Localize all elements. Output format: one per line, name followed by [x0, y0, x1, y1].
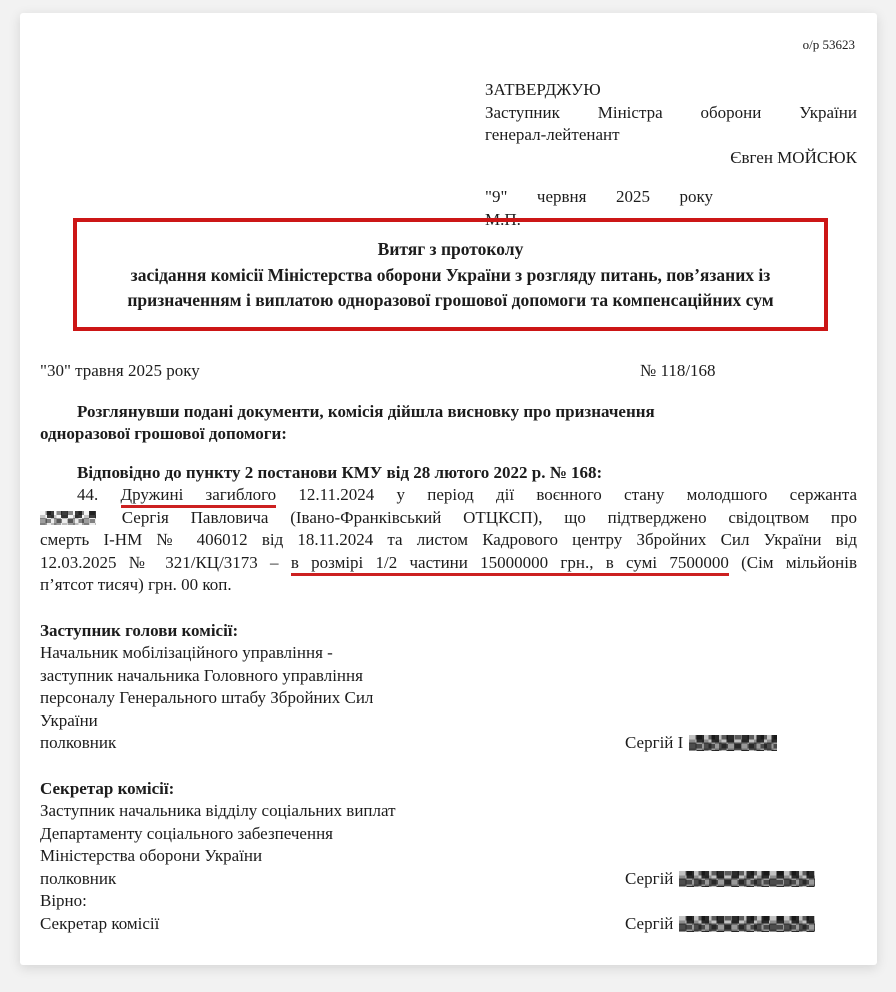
doc-title-line1: Витяг з протоколу — [377, 239, 524, 259]
item44-line2 — [40, 507, 857, 530]
approval-position: Заступник Міністра оборони України — [485, 102, 857, 122]
secretary-label: Секретар комісії — [40, 913, 160, 933]
approval-date: "9" червня 2025 року — [485, 187, 713, 206]
item44-line4 — [40, 552, 857, 575]
doc-title-line3: призначенням і виплатою одноразової грошової допомоги та компенсаційних сум — [127, 290, 774, 310]
sig1-rank-row — [40, 732, 857, 755]
sig2-rank: полковник — [40, 868, 117, 888]
legal-basis-line: Відповідно до пункту 2 постанови КМУ від 28 лютого 2022 р. № 168: — [77, 462, 603, 482]
resolution-paragraph — [40, 401, 857, 446]
redacted-surname-1 — [689, 735, 777, 751]
signature-block-secretary — [40, 778, 857, 936]
approval-name: Євген МОЙСЮК — [730, 147, 857, 167]
sig1-rank: полковник — [40, 733, 117, 752]
sig1-line1: Начальник мобілізаційного управління - — [40, 643, 333, 662]
registration-number: о/р 53623 — [802, 37, 855, 52]
sig1-name — [625, 732, 777, 755]
seal-placeholder: М.П. — [485, 209, 521, 229]
doc-title-line2: засідання комісії Міністерства оборони України з розгляду питань, пов’язаних із — [130, 264, 771, 285]
certified-label: Вірно: — [40, 891, 87, 910]
sig1-heading: Заступник голови комісії: — [40, 620, 239, 640]
document-content — [20, 13, 877, 935]
protocol-number: № 118/168 — [640, 360, 716, 380]
sig2-name-visible: Сергій — [625, 868, 674, 888]
date-number-row — [40, 360, 857, 382]
approval-rank: генерал-лейтенант — [485, 125, 620, 144]
redacted-surname-inline — [40, 511, 96, 525]
resolution-line2: одноразової грошової допомоги: — [40, 424, 287, 443]
item44-line5: п’ятсот тисяч) грн. 00 коп. — [40, 575, 232, 594]
item44-underline2: в розмірі 1/2 частини 15000000 грн., в сумі 7500000 — [291, 553, 729, 576]
item44-number: 44. — [77, 485, 121, 504]
redacted-surname-2 — [679, 871, 815, 887]
approval-block — [485, 79, 857, 231]
approval-word: ЗАТВЕРДЖУЮ — [485, 80, 601, 99]
sig2-name — [625, 868, 815, 891]
sig2-line2: Департаменту соціального забезпечення — [40, 823, 333, 843]
secretary-row — [40, 913, 857, 936]
sig2-line3: Міністерства оборони України — [40, 846, 263, 865]
item44-line4-rest: (Сім мільйонів — [728, 552, 857, 572]
sig2-rank-row — [40, 868, 857, 891]
sig1-line4: України — [40, 710, 98, 730]
signature-block-deputy-head — [40, 620, 857, 755]
sig1-line3: персоналу Генерального штабу Збройних Сил — [40, 688, 374, 707]
protocol-date: "30" травня 2025 року — [40, 360, 200, 380]
secretary-name-visible: Сергій — [625, 913, 674, 933]
highlight-box — [73, 218, 828, 331]
redacted-surname-3 — [679, 916, 815, 932]
secretary-name — [625, 913, 815, 936]
item44-line3: смерть І-НМ № 406012 від 18.11.2024 та листом Кадрового центру Збройних Сил України від — [40, 530, 857, 549]
sig1-line2: заступник начальника Головного управління — [40, 665, 363, 685]
resolution-line1: Розглянувши подані документи, комісія дійшла висновку про призначення — [77, 401, 655, 421]
item44-line1 — [40, 484, 857, 507]
sig2-heading: Секретар комісії: — [40, 778, 175, 798]
sig2-line1: Заступник начальника відділу соціальних виплат — [40, 801, 396, 820]
item44-line4-prefix: 12.03.2025 № 321/КЦ/3173 – — [40, 552, 291, 572]
sig1-name-visible: Сергій І — [625, 733, 684, 752]
item-44-paragraph — [40, 484, 857, 597]
item44-line2-rest: Сергія Павловича (Івано-Франківський ОТЦКСП), що підтверджено свідоцтвом про — [100, 507, 857, 527]
item44-underline1: Дружині загиблого — [121, 485, 277, 508]
item44-line1-rest: 12.11.2024 у період дії воєнного стану молодшого сержанта — [276, 485, 858, 504]
document-page — [20, 13, 877, 965]
